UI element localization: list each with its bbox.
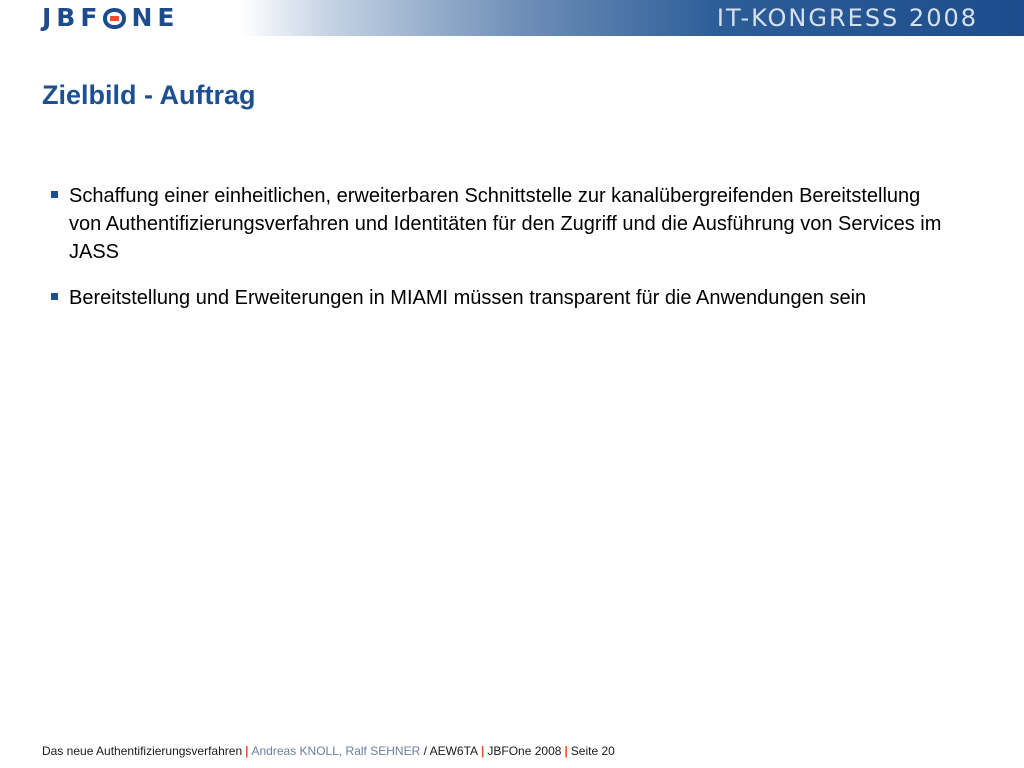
- bullet-text: Schaffung einer einheitlichen, erweiterbaren Schnittstelle zur kanalübergreifenden Bereitstellung von Authentifizierungsverfahren und Identitäten für den Zugriff und die Ausführung von Services im JASS: [69, 185, 942, 263]
- footer-separator: |: [245, 744, 249, 758]
- footer: [42, 743, 615, 759]
- footer-department: / AEW6TA: [420, 744, 479, 758]
- footer-page-number: Seite 20: [570, 744, 615, 758]
- logo-text-left: JBF: [42, 3, 103, 32]
- bullet-item: [50, 284, 950, 312]
- footer-separator: |: [564, 744, 568, 758]
- footer-topic: Das neue Authentifizierungsverfahren: [42, 744, 243, 758]
- bullet-text: Bereitstellung und Erweiterungen in MIAMI müssen transparent für die Anwendungen sein: [69, 287, 867, 309]
- bullet-item: [50, 182, 950, 266]
- footer-separator: |: [481, 744, 485, 758]
- logo-o-icon: [103, 8, 126, 29]
- page-title: Zielbild - Auftrag: [42, 80, 256, 110]
- bullet-list: [50, 182, 950, 330]
- event-title: IT-KONGRESS 2008: [716, 4, 978, 32]
- footer-authors: Andreas KNOLL, Ralf SEHNER: [251, 744, 421, 758]
- square-bullet-icon: [51, 191, 58, 198]
- footer-event: JBFOne 2008: [487, 744, 562, 758]
- jbfone-logo: [42, 4, 179, 32]
- square-bullet-icon: [51, 293, 58, 300]
- logo-text-right: NE: [131, 3, 180, 32]
